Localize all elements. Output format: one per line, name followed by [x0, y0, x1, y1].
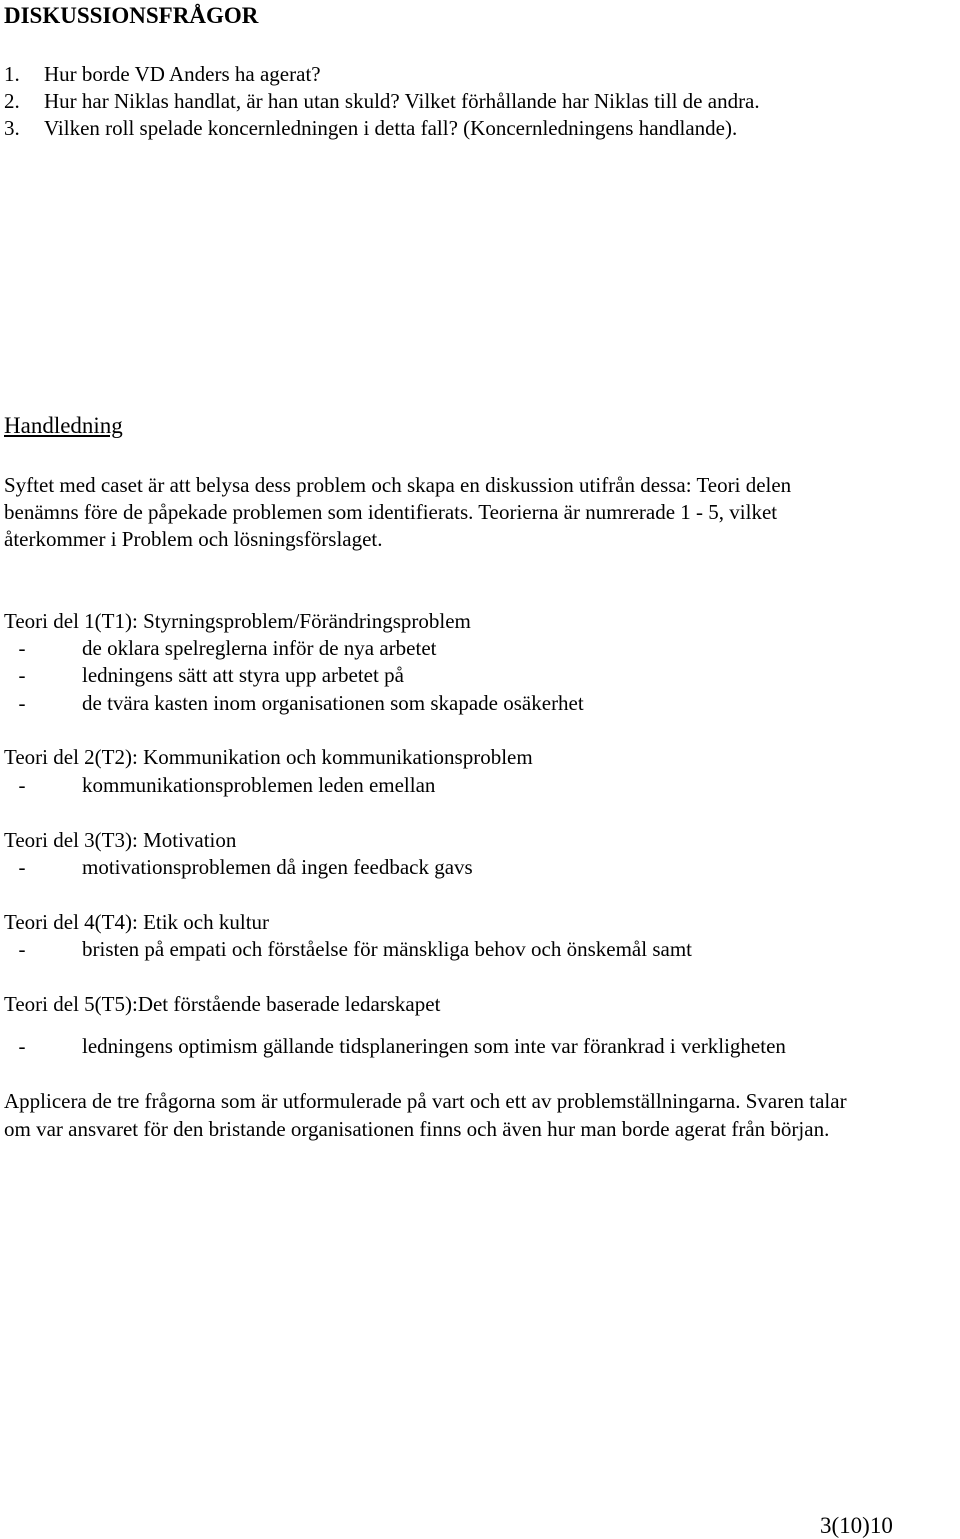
theory-bullet — [4, 936, 692, 963]
theory-bullet — [4, 662, 404, 689]
theory-heading: Teori del 4(T4): Etik och kultur — [4, 910, 270, 934]
bullet-text: motivationsproblemen då ingen feedback gavs — [82, 855, 473, 879]
theory-heading: Teori del 3(T3): Motivation — [4, 828, 237, 852]
question-text: Vilken roll spelade koncernledningen i detta fall? (Koncernledningens handlande). — [44, 116, 738, 140]
dash-marker: - — [18, 937, 26, 961]
question-item — [4, 88, 760, 115]
guide-intro-line: återkommer i Problem och lösningsförslaget. — [4, 527, 383, 551]
closing-line: om var ansvaret för den bristande organisationen finns och även hur man borde agerat från början. — [4, 1117, 830, 1141]
guide-intro-line: Syftet med caset är att belysa dess problem och skapa en diskussion utifrån dessa: Teori delen — [4, 473, 792, 497]
dash-marker: - — [18, 855, 26, 879]
question-text: Hur har Niklas handlat, är han utan skuld? Vilket förhållande har Niklas till de andra. — [44, 89, 760, 113]
theory-heading: Teori del 2(T2): Kommunikation och kommunikationsproblem — [4, 745, 533, 769]
guide-intro-line: benämns före de påpekade problemen som identifierats. Teorierna är numrerade 1 - 5, vilket — [4, 500, 778, 524]
dash-marker: - — [18, 773, 26, 797]
dash-marker: - — [18, 663, 26, 687]
page-title: DISKUSSIONSFRÅGOR — [4, 3, 259, 28]
bullet-text: ledningens sätt att styra upp arbetet på — [82, 663, 404, 687]
dash-marker: - — [18, 691, 26, 715]
bullet-text: ledningens optimism gällande tidsplaneringen som inte var förankrad i verkligheten — [82, 1034, 786, 1058]
page-number: 3(10)10 — [820, 1513, 893, 1538]
question-text: Hur borde VD Anders ha agerat? — [44, 62, 321, 86]
question-number: 3. — [4, 116, 20, 140]
bullet-text: bristen på empati och förståelse för mänskliga behov och önskemål samt — [82, 937, 692, 961]
bullet-text: de oklara spelreglerna inför de nya arbetet — [82, 636, 437, 660]
dash-marker: - — [18, 1034, 26, 1058]
question-item — [4, 115, 737, 142]
theory-heading: Teori del 1(T1): Styrningsproblem/Förändringsproblem — [4, 609, 471, 633]
question-number: 1. — [4, 62, 20, 86]
theory-bullet — [4, 690, 584, 717]
bullet-text: kommunikationsproblemen leden emellan — [82, 773, 436, 797]
theory-bullet — [4, 1033, 786, 1060]
question-number: 2. — [4, 89, 20, 113]
guide-heading: Handledning — [4, 413, 123, 438]
dash-marker: - — [18, 636, 26, 660]
closing-line: Applicera de tre frågorna som är utformulerade på vart och ett av problemställningarna. Svaren talar — [4, 1089, 847, 1113]
theory-bullet — [4, 772, 435, 799]
question-item — [4, 61, 321, 88]
theory-bullet — [4, 854, 473, 881]
bullet-text: de tvära kasten inom organisationen som skapade osäkerhet — [82, 691, 584, 715]
theory-heading: Teori del 5(T5):Det förstående baserade ledarskapet — [4, 992, 441, 1016]
theory-bullet — [4, 635, 437, 662]
